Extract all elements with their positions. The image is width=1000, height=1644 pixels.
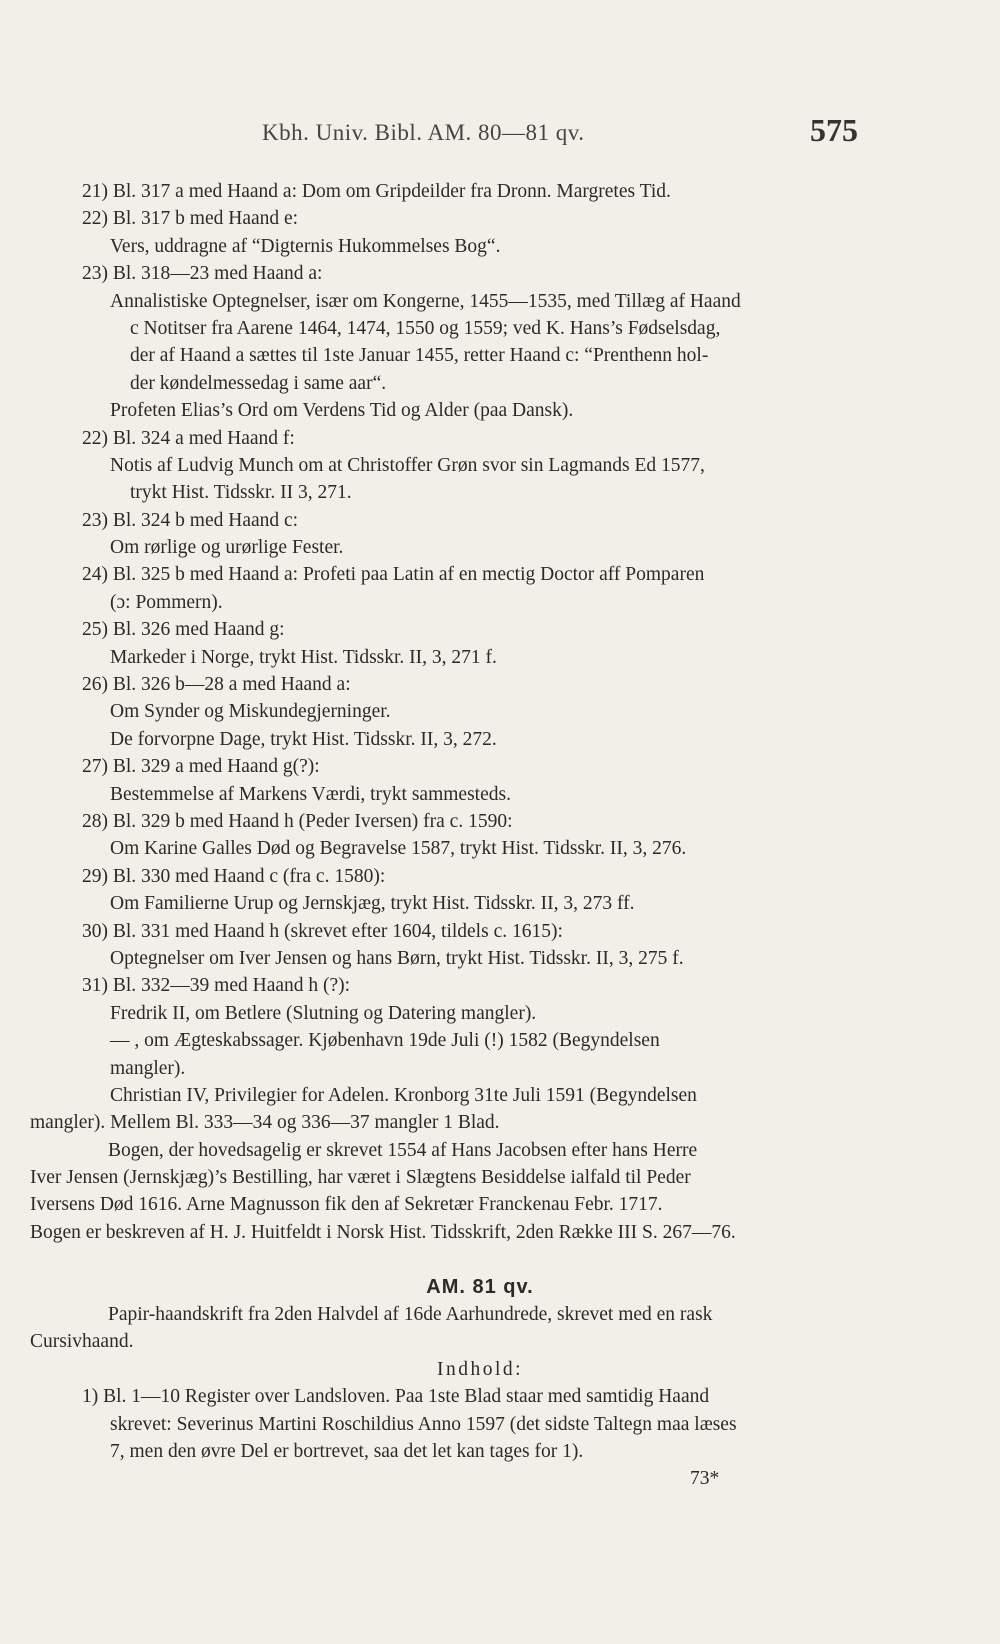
text-line: — , om Ægteskabssager. Kjøbenhavn 19de Juli (!) 1582 (Begyndelsen: [110, 1030, 660, 1052]
text-line: 1) Bl. 1—10 Register over Landsloven. Paa 1ste Blad staar med samtidig Haand: [82, 1386, 710, 1408]
text-line: 23) Bl. 318—23 med Haand a:: [82, 263, 323, 285]
text-line: mangler).: [110, 1057, 186, 1079]
text-line: Om rørlige og urørlige Fester.: [110, 537, 344, 559]
text-line: Optegnelser om Iver Jensen og hans Børn, trykt Hist. Tidsskr. II, 3, 275 f.: [110, 947, 684, 969]
text-line: Iver Jensen (Jernskjæg)’s Bestilling, har været i Slægtens Besiddelse ialfald til Peder: [30, 1167, 691, 1189]
text-line: 21) Bl. 317 a med Haand a: Dom om Gripdeilder fra Dronn. Margretes Tid.: [82, 181, 671, 202]
text-line: trykt Hist. Tidsskr. II 3, 271.: [130, 482, 352, 504]
text-line: Cursivhaand.: [30, 1331, 134, 1353]
text-line: 28) Bl. 329 b med Haand h (Peder Iversen) fra c. 1590:: [82, 810, 513, 832]
text-line: Bogen, der hovedsagelig er skrevet 1554 af Hans Jacobsen efter hans Herre: [108, 1139, 698, 1161]
text-line: Om Synder og Miskundegjerninger.: [110, 701, 391, 723]
text-line: Bogen er beskreven af H. J. Huitfeldt i Norsk Hist. Tidsskrift, 2den Række III S. 267—76.: [30, 1221, 736, 1243]
text-line: 24) Bl. 325 b med Haand a: Profeti paa Latin af en mectig Doctor aff Pomparen: [82, 564, 705, 586]
text-line: 27) Bl. 329 a med Haand g(?):: [82, 756, 320, 778]
text-line: Notis af Ludvig Munch om at Christoffer Grøn svor sin Lagmands Ed 1577,: [110, 454, 705, 476]
text-line: 30) Bl. 331 med Haand h (skrevet efter 1604, tildels c. 1615):: [82, 920, 563, 942]
text-line: c Notitser fra Aarene 1464, 1474, 1550 og 1559; ved K. Hans’s Fødselsdag,: [130, 317, 721, 339]
text-line: Iversens Død 1616. Arne Magnusson fik den af Sekretær Franckenau Febr. 1717.: [30, 1194, 663, 1216]
page-number: 575: [810, 112, 858, 148]
text-line: Om Karine Galles Død og Begravelse 1587, trykt Hist. Tidsskr. II, 3, 276.: [110, 838, 687, 860]
text-line: 26) Bl. 326 b—28 a med Haand a:: [82, 674, 351, 696]
text-line: mangler). Mellem Bl. 333—34 og 336—37 mangler 1 Blad.: [30, 1112, 500, 1134]
text-line: Christian IV, Privilegier for Adelen. Kronborg 31te Juli 1591 (Begyndelsen: [110, 1084, 697, 1106]
text-line: Indhold:: [436, 1358, 524, 1380]
text-line: 31) Bl. 332—39 med Haand h (?):: [82, 975, 351, 997]
text-line: 23) Bl. 324 b med Haand c:: [82, 509, 299, 531]
text-line: Markeder i Norge, trykt Hist. Tidsskr. II, 3, 271 f.: [110, 646, 497, 668]
page-header: [0, 108, 1000, 148]
text-line: Om Familierne Urup og Jernskjæg, trykt Hist. Tidsskr. II, 3, 273 ff.: [110, 893, 635, 915]
text-line: Profeten Elias’s Ord om Verdens Tid og Alder (paa Dansk).: [110, 400, 574, 422]
text-line: Bestemmelse af Markens Værdi, trykt sammesteds.: [110, 783, 511, 805]
text-line: (ɔ: Pommern).: [110, 591, 223, 613]
text-line: De forvorpne Dage, trykt Hist. Tidsskr. II, 3, 272.: [110, 728, 497, 750]
text-line: der af Haand a sættes til 1ste Januar 1455, retter Haand c: “Prenthenn hol-: [130, 345, 709, 367]
page-body: [30, 178, 870, 1493]
text-line: 7, men den øvre Del er bortrevet, saa det let kan tages for 1).: [110, 1440, 584, 1462]
text-line: 22) Bl. 324 a med Haand f:: [82, 427, 295, 449]
text-line: 22) Bl. 317 b med Haand e:: [82, 208, 299, 230]
text-line: 25) Bl. 326 med Haand g:: [82, 619, 285, 641]
section-title: AM. 81 qv.: [426, 1275, 534, 1298]
signature-mark: 73*: [690, 1468, 720, 1490]
text-line: Annalistiske Optegnelser, især om Kongerne, 1455—1535, med Tillæg af Haand: [110, 290, 741, 312]
text-line: skrevet: Severinus Martini Roschildius Anno 1597 (det sidste Taltegn maa læses: [110, 1413, 737, 1435]
text-line: Papir-haandskrift fra 2den Halvdel af 16de Aarhundrede, skrevet med en rask: [108, 1304, 713, 1326]
running-head: Kbh. Univ. Bibl. AM. 80—81 qv.: [262, 120, 585, 145]
text-line: Vers, uddragne af “Digternis Hukommelses Bog“.: [110, 235, 501, 257]
text-line: [30, 1246, 870, 1273]
text-line: 29) Bl. 330 med Haand c (fra c. 1580):: [82, 865, 386, 887]
text-line: der køndelmessedag i same aar“.: [130, 372, 387, 394]
text-line: Fredrik II, om Betlere (Slutning og Datering mangler).: [110, 1002, 537, 1024]
